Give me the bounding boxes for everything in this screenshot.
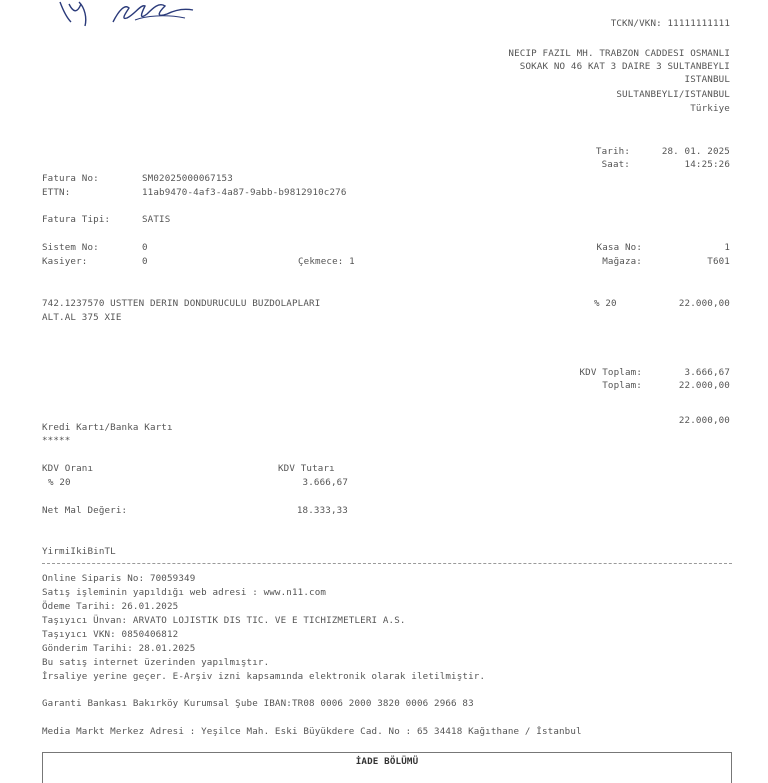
vat-amount-label: KDV Tutarı xyxy=(278,463,335,474)
net-value-label: Net Mal Değeri: xyxy=(42,505,128,516)
invoice-no-value: SM02025000067153 xyxy=(142,173,233,184)
item-amount: 22.000,00 xyxy=(678,298,730,309)
ettn-label: ETTN: xyxy=(42,187,71,198)
tckn-vkn: TCKN/VKN: 11111111111 xyxy=(610,18,730,29)
item-description-line-2: ALT.AL 375 XIE xyxy=(42,312,122,323)
amount-in-words: YirmiIkiBinTL xyxy=(42,546,116,557)
cashier-label: Kasiyer: xyxy=(42,256,88,267)
online-line-3: Ödeme Tarihi: 26.01.2025 xyxy=(42,601,179,612)
date-label: Tarih: xyxy=(595,146,630,157)
store-label: Mağaza: xyxy=(602,256,642,267)
dashed-divider xyxy=(42,563,732,564)
online-line-2: Satış işleminin yapıldığı web adresi : www.n11.com xyxy=(42,587,327,598)
invoice-type-value: SATIS xyxy=(142,214,171,225)
address-line-3: ISTANBUL xyxy=(684,74,730,85)
address-line-1: NECIP FAZIL MH. TRABZON CADDESI OSMANLI xyxy=(508,48,730,59)
invoice-no-label: Fatura No: xyxy=(42,173,99,184)
drawer-info: Çekmece: 1 xyxy=(298,256,355,267)
store-value: T601 xyxy=(707,256,730,267)
online-line-4: Taşıyıcı Ünvan: ARVATO LOJISTIK DIS TIC. VE E TICHIZMETLERI A.S. xyxy=(42,615,406,626)
vat-rate-label: KDV Oranı xyxy=(42,463,94,474)
address-line-2: SOKAK NO 46 KAT 3 DAIRE 3 SULTANBEYLI xyxy=(519,61,730,72)
register-no-value: 1 xyxy=(724,242,730,253)
time-label: Saat: xyxy=(601,159,630,170)
card-mask: ***** xyxy=(42,435,71,446)
system-no-value: 0 xyxy=(142,242,148,253)
online-line-8: İrsaliye yerine geçer. E-Arşiv izni kapsamında elektronik olarak iletilmiştir. xyxy=(42,671,486,682)
online-line-1: Online Siparis No: 70059349 xyxy=(42,573,196,584)
online-line-5: Taşıyıcı VKN: 0850406812 xyxy=(42,629,179,640)
time-value: 14:25:26 xyxy=(684,159,730,170)
address-line-5: Türkiye xyxy=(690,103,730,114)
hq-address: Media Markt Merkez Adresi : Yeşilce Mah. Eski Büyükdere Cad. No : 65 34418 Kağıthane / İstanbul xyxy=(42,726,582,737)
signature-image xyxy=(55,0,215,32)
cashier-value: 0 xyxy=(142,256,148,267)
vat-rate-value: % 20 xyxy=(48,477,71,488)
net-value-amount: 18.333,33 xyxy=(296,505,348,516)
return-section-title: İADE BÖLÜMÜ xyxy=(355,756,419,767)
vat-total-value: 3.666,67 xyxy=(684,367,730,378)
vat-total-label: KDV Toplam: xyxy=(579,367,642,378)
total-label: Toplam: xyxy=(602,380,642,391)
date-value: 28. 01. 2025 xyxy=(661,146,730,157)
system-no-label: Sistem No: xyxy=(42,242,99,253)
item-vat-rate: % 20 xyxy=(594,298,617,309)
item-description-line-1: 742.1237570 USTTEN DERIN DONDURUCULU BUZDOLAPLARI xyxy=(42,298,321,309)
payment-method: Kredi Kartı/Banka Kartı xyxy=(42,422,173,433)
vat-amount-value: 3.666,67 xyxy=(302,477,348,488)
register-no-label: Kasa No: xyxy=(596,242,642,253)
address-line-4: SULTANBEYLI/ISTANBUL xyxy=(616,89,730,100)
invoice-type-label: Fatura Tipi: xyxy=(42,214,111,225)
bank-info: Garanti Bankası Bakırköy Kurumsal Şube IBAN:TR08 0006 2000 3820 0006 2966 83 xyxy=(42,698,474,709)
paid-amount: 22.000,00 xyxy=(678,415,730,426)
total-value: 22.000,00 xyxy=(678,380,730,391)
online-line-6: Gönderim Tarihi: 28.01.2025 xyxy=(42,643,196,654)
ettn-value: 11ab9470-4af3-4a87-9abb-b9812910c276 xyxy=(142,187,347,198)
online-line-7: Bu satış internet üzerinden yapılmıştır. xyxy=(42,657,270,668)
